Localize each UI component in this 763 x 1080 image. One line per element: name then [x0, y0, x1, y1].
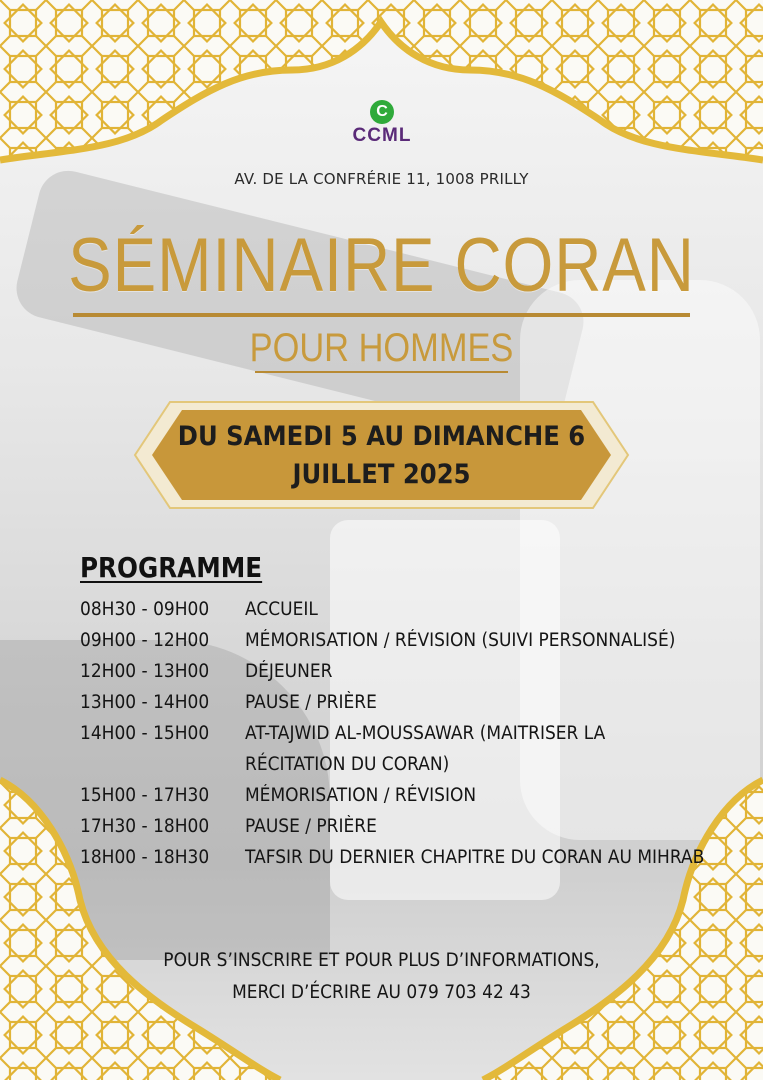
- logo-name: CCML: [352, 125, 412, 146]
- schedule-time: 17H30 - 18H00: [80, 816, 210, 837]
- schedule-time: 08H30 - 09H00: [80, 599, 210, 620]
- schedule-row: [80, 594, 750, 625]
- schedule-row: [80, 687, 750, 718]
- schedule-activity: PAUSE / PRIÈRE: [245, 816, 377, 837]
- date-line-2: JUILLET 2025: [292, 459, 471, 490]
- ccml-logo: [336, 100, 428, 147]
- schedule-row: [80, 656, 750, 687]
- schedule-activity: TAFSIR DU DERNIER CHAPITRE DU CORAN AU MIHRAB: [245, 847, 705, 868]
- schedule-row: [80, 842, 750, 873]
- page-title: SÉMINAIRE CORAN: [68, 223, 695, 308]
- schedule-time: 09H00 - 12H00: [80, 630, 210, 651]
- date-line-1: DU SAMEDI 5 AU DIMANCHE 6: [177, 421, 586, 452]
- date-range: [173, 418, 590, 494]
- schedule-time: 13H00 - 14H00: [80, 692, 210, 713]
- schedule-activity: MÉMORISATION / RÉVISION (SUIVI PERSONNALISÉ): [245, 630, 676, 651]
- subtitle: POUR HOMMES: [249, 326, 514, 370]
- schedule-activity: AT-TAJWID AL-MOUSSAWAR (MAITRISER LA RÉCITATION DU CORAN): [245, 723, 606, 775]
- schedule-activity: PAUSE / PRIÈRE: [245, 692, 377, 713]
- schedule-activity: MÉMORISATION / RÉVISION: [245, 785, 477, 806]
- title-underline: [73, 313, 690, 317]
- schedule-time: 12H00 - 13H00: [80, 661, 210, 682]
- schedule-row: [80, 718, 750, 780]
- schedule-list: [80, 594, 750, 873]
- schedule-activity: DÉJEUNER: [245, 661, 333, 682]
- address: AV. DE LA CONFRÉRIE 11, 1008 PRILLY: [234, 170, 529, 188]
- schedule-row: [80, 625, 750, 656]
- logo-mark: C: [370, 100, 394, 124]
- contact-line-1: POUR S’INSCRIRE ET POUR PLUS D’INFORMATIONS,: [163, 950, 600, 971]
- schedule-time: 18H00 - 18H30: [80, 847, 210, 868]
- schedule-activity: ACCUEIL: [245, 599, 318, 620]
- subtitle-underline: [255, 371, 508, 373]
- contact-info: [31, 945, 733, 1009]
- schedule-row: [80, 780, 750, 811]
- schedule-time: 14H00 - 15H00: [80, 723, 210, 744]
- contact-line-2: MERCI D’ÉCRIRE AU 079 703 42 43: [232, 982, 531, 1003]
- programme-heading: PROGRAMME: [80, 551, 263, 584]
- schedule-row: [80, 811, 750, 842]
- schedule-time: 15H00 - 17H30: [80, 785, 210, 806]
